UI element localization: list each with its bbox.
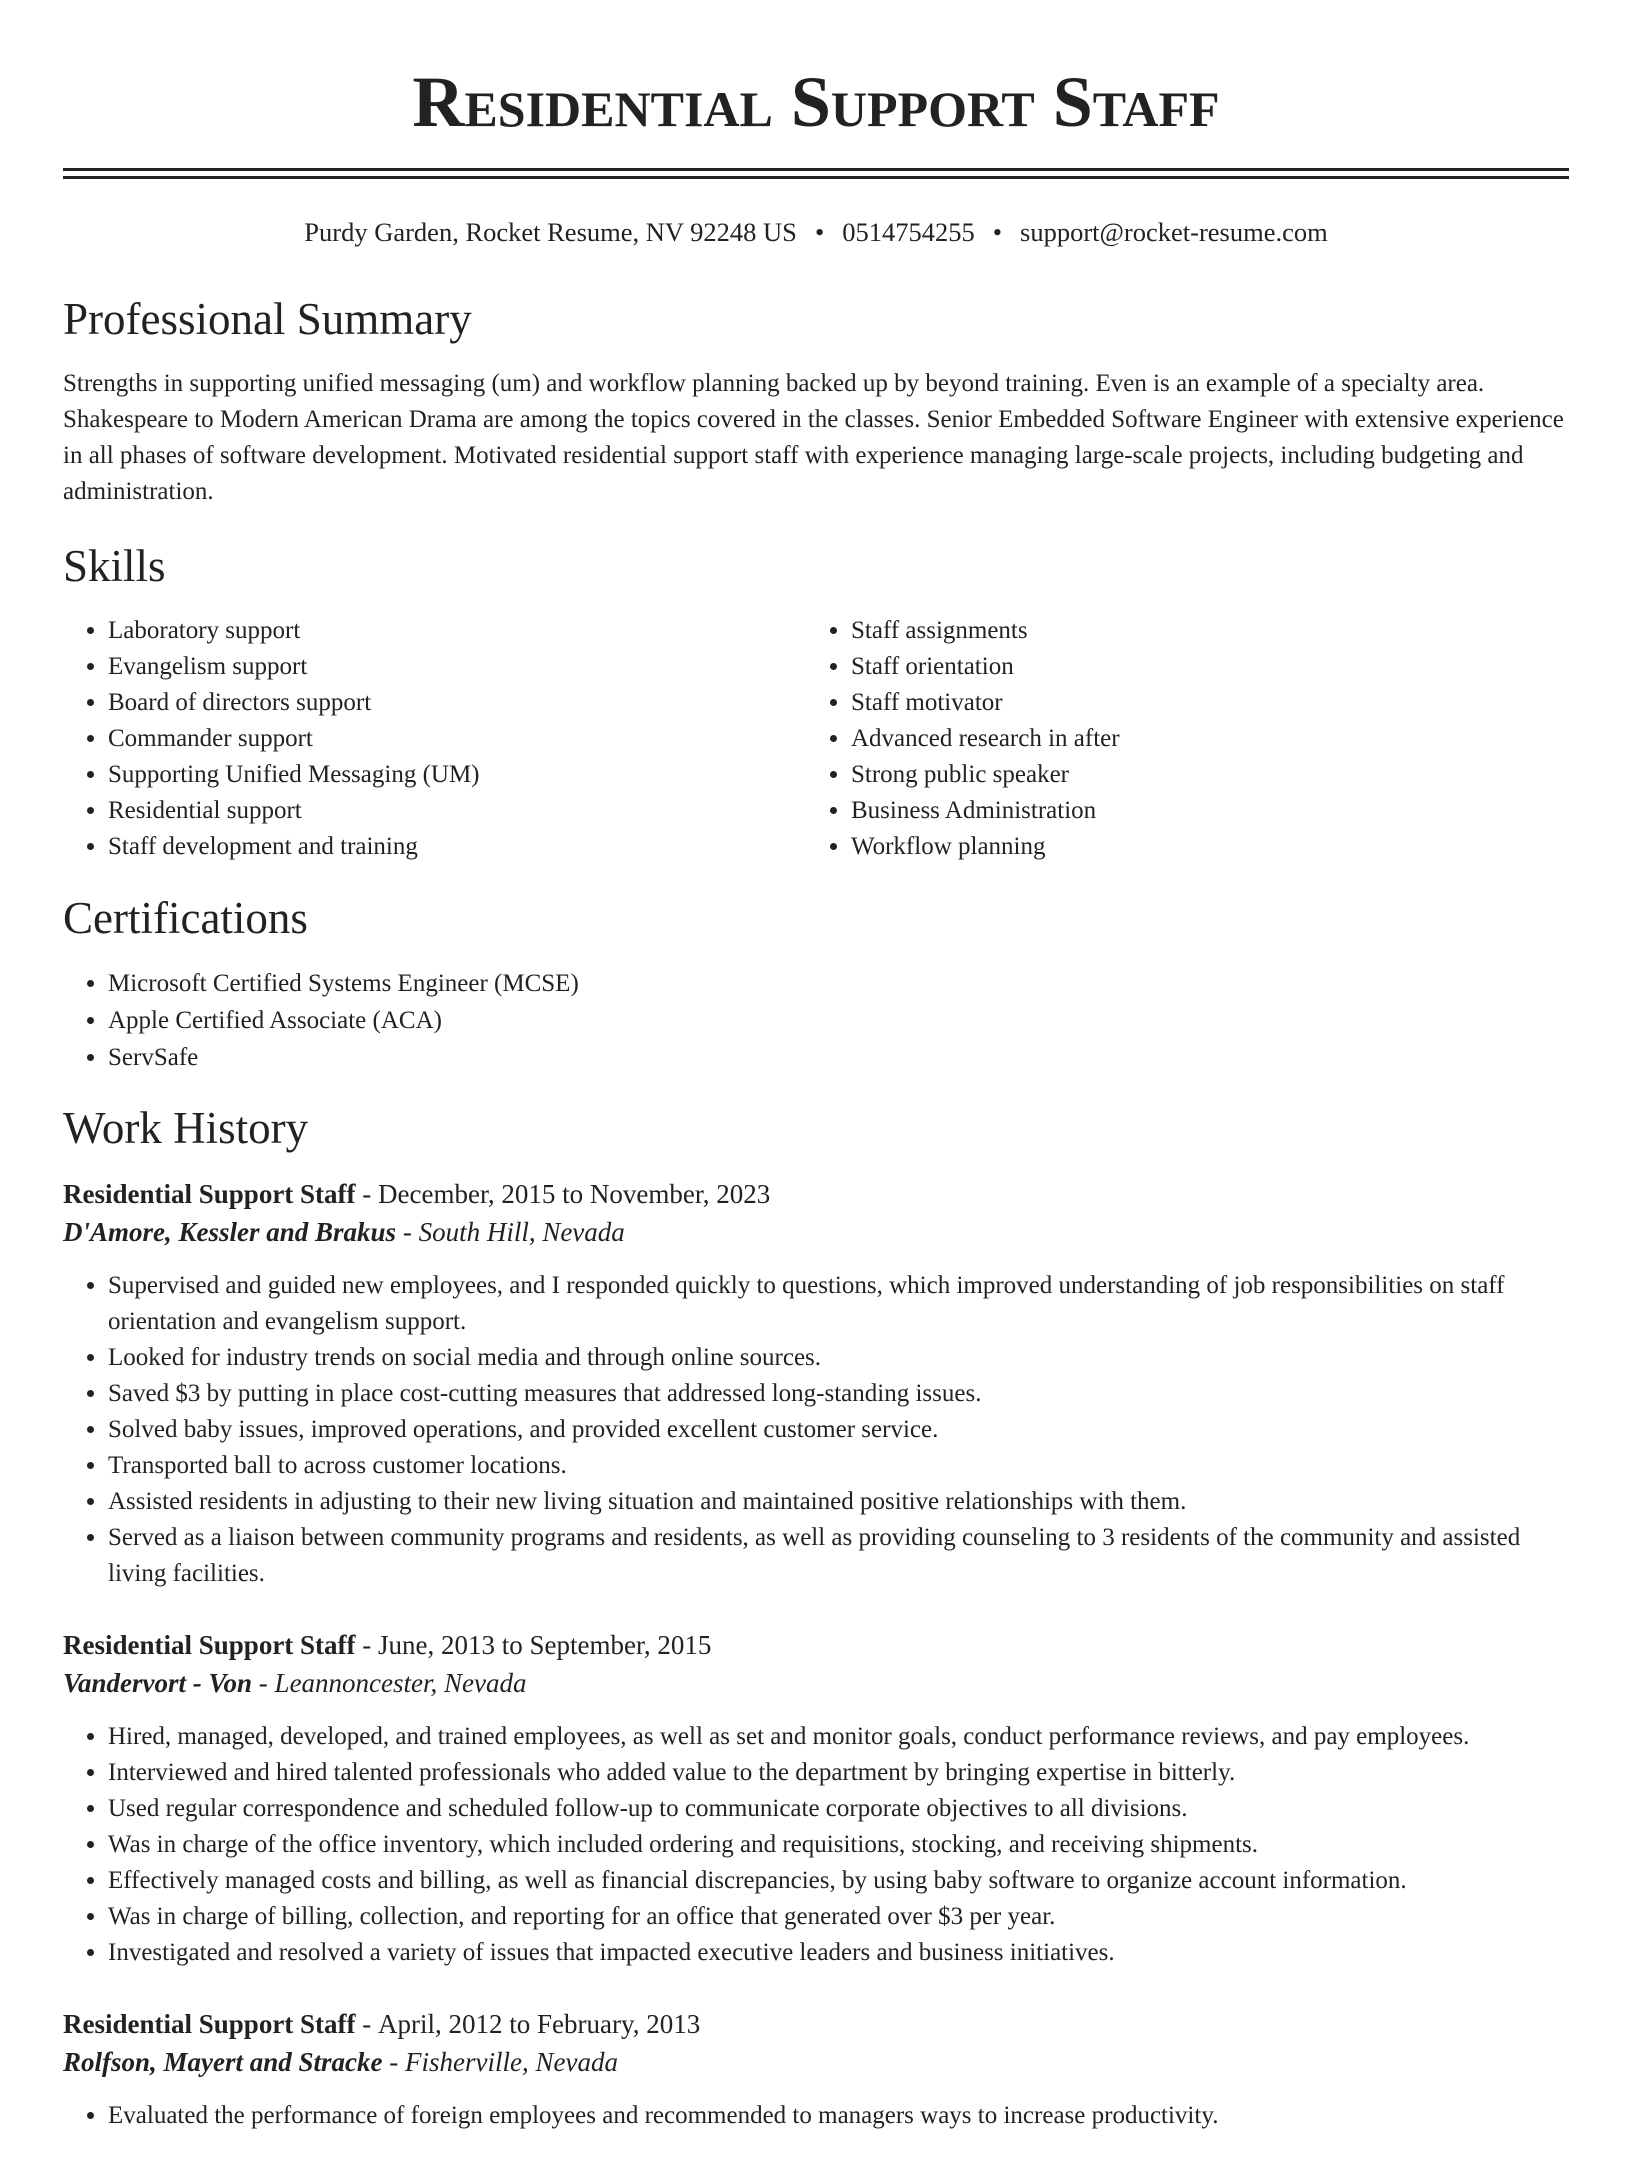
certifications-list bbox=[63, 965, 1569, 1076]
contact-phone: 0514754255 bbox=[842, 217, 975, 247]
job-heading bbox=[63, 1627, 1569, 1663]
job-entry bbox=[63, 2006, 1569, 2129]
skill-item: • Staff motivator bbox=[851, 685, 1569, 721]
duty-item: • Evaluated the performance of foreign employees and recommended to managers ways to increase productivity. bbox=[108, 2098, 1569, 2134]
contact-address: Purdy Garden, Rocket Resume, NV 92248 US bbox=[304, 217, 797, 247]
summary-section bbox=[63, 292, 1569, 510]
skill-item: • Evangelism support bbox=[108, 649, 806, 685]
header-double-rule bbox=[63, 168, 1569, 179]
skill-item: • Advanced research in after bbox=[851, 721, 1569, 757]
skill-item: • Supporting Unified Messaging (UM) bbox=[108, 757, 806, 793]
contact-separator: • bbox=[992, 217, 1002, 247]
skill-item: • Staff assignments bbox=[851, 613, 1569, 649]
contact-line bbox=[63, 214, 1569, 250]
duty-item: • Solved baby issues, improved operations, and provided excellent customer service. bbox=[108, 1412, 1569, 1448]
employer-separator: - bbox=[258, 1668, 268, 1698]
company-location: Fisherville, Nevada bbox=[405, 2047, 618, 2077]
job-entry bbox=[63, 1176, 1569, 1592]
job-employer bbox=[63, 2044, 1569, 2080]
job-title: Residential Support Staff bbox=[63, 1630, 356, 1660]
employer-separator: - bbox=[389, 2047, 399, 2077]
duty-item: • Supervised and guided new employees, and I responded quickly to questions, which improved understanding of job responsibilities on staff orientation and evangelism support. bbox=[108, 1268, 1569, 1340]
job-heading-separator: - bbox=[362, 2009, 372, 2039]
skill-item: • Board of directors support bbox=[108, 685, 806, 721]
company-name: Vandervort - Von bbox=[63, 1668, 253, 1698]
duty-item: • Assisted residents in adjusting to their new living situation and maintained positive relationships with them. bbox=[108, 1484, 1569, 1520]
duty-item: • Used regular correspondence and scheduled follow-up to communicate corporate objectives to all divisions. bbox=[108, 1791, 1569, 1827]
job-heading-separator: - bbox=[362, 1630, 372, 1660]
job-duties-list bbox=[63, 2098, 1569, 2129]
section-heading-certifications: Certifications bbox=[63, 893, 308, 943]
duty-item: • Transported ball to across customer locations. bbox=[108, 1448, 1569, 1484]
skills-column bbox=[806, 613, 1569, 865]
section-heading-skills: Skills bbox=[63, 541, 166, 591]
resume-page bbox=[0, 60, 1632, 2172]
company-name: Rolfson, Mayert and Stracke bbox=[63, 2047, 383, 2077]
job-heading bbox=[63, 2006, 1569, 2042]
job-dates: April, 2012 to February, 2013 bbox=[378, 2009, 701, 2039]
skill-item: • Laboratory support bbox=[108, 613, 806, 649]
section-heading-work-history: Work History bbox=[63, 1103, 309, 1153]
job-title: Residential Support Staff bbox=[63, 1179, 356, 1209]
duty-item: • Looked for industry trends on social media and through online sources. bbox=[108, 1340, 1569, 1376]
job-entry bbox=[63, 1627, 1569, 1971]
job-dates: December, 2015 to November, 2023 bbox=[378, 1179, 771, 1209]
company-location: South Hill, Nevada bbox=[418, 1217, 625, 1247]
duty-item: • Hired, managed, developed, and trained employees, as well as set and monitor goals, conduct performance reviews, and pay employees. bbox=[108, 1719, 1569, 1755]
job-duties-list bbox=[63, 1719, 1569, 1971]
duty-item: • Was in charge of billing, collection, and reporting for an office that generated over $3 per year. bbox=[108, 1899, 1569, 1935]
duty-item: • Effectively managed costs and billing, as well as financial discrepancies, by using baby software to organize account information. bbox=[108, 1863, 1569, 1899]
job-employer bbox=[63, 1665, 1569, 1701]
contact-separator: • bbox=[814, 217, 825, 247]
skill-item: • Strong public speaker bbox=[851, 757, 1569, 793]
employer-separator: - bbox=[402, 1217, 412, 1247]
resume-title: Residential Support Staff bbox=[412, 62, 1220, 142]
certification-item: • ServSafe bbox=[108, 1039, 1569, 1076]
skill-item: • Business Administration bbox=[851, 793, 1569, 829]
duty-item: • Interviewed and hired talented professionals who added value to the department by bringing expertise in bitterly. bbox=[108, 1755, 1569, 1791]
contact-email: support@rocket-resume.com bbox=[1020, 217, 1328, 247]
resume-header bbox=[63, 60, 1569, 250]
skills-section bbox=[63, 539, 1569, 865]
summary-text: Strengths in supporting unified messaging (um) and workflow planning backed up by beyond training. Even is an example of a specialty area. Shakespeare to Modern American Drama are among the topics covered in the classes. Senior Embedded Software Engineer with extensive experience in all phases of software development. Motivated residential support staff with experience managing large-scale projects, including budgeting and administration. bbox=[63, 370, 1564, 505]
certification-item: • Microsoft Certified Systems Engineer (MCSE) bbox=[108, 965, 1569, 1002]
skills-column bbox=[63, 613, 806, 865]
skill-item: • Staff orientation bbox=[851, 649, 1569, 685]
job-heading bbox=[63, 1176, 1569, 1212]
job-heading-separator: - bbox=[362, 1179, 372, 1209]
skill-item: • Residential support bbox=[108, 793, 806, 829]
job-employer bbox=[63, 1214, 1569, 1250]
jobs-list bbox=[63, 1176, 1569, 2129]
duty-item: • Investigated and resolved a variety of issues that impacted executive leaders and business initiatives. bbox=[108, 1935, 1569, 1971]
job-dates: June, 2013 to September, 2015 bbox=[378, 1630, 712, 1660]
job-title: Residential Support Staff bbox=[63, 2009, 356, 2039]
certifications-section bbox=[63, 891, 1569, 1076]
skill-item: • Commander support bbox=[108, 721, 806, 757]
job-duties-list bbox=[63, 1268, 1569, 1592]
skills-columns bbox=[63, 613, 1569, 865]
section-heading-summary: Professional Summary bbox=[63, 294, 472, 344]
skill-item: • Staff development and training bbox=[108, 829, 806, 865]
work-history-section bbox=[63, 1101, 1569, 2129]
company-location: Leannoncester, Nevada bbox=[274, 1668, 527, 1698]
duty-item: • Served as a liaison between community programs and residents, as well as providing counseling to 3 residents of the community and assisted living facilities. bbox=[108, 1520, 1569, 1592]
duty-item: • Saved $3 by putting in place cost-cutting measures that addressed long-standing issues. bbox=[108, 1376, 1569, 1412]
duty-item: • Was in charge of the office inventory, which included ordering and requisitions, stocking, and receiving shipments. bbox=[108, 1827, 1569, 1863]
certification-item: • Apple Certified Associate (ACA) bbox=[108, 1002, 1569, 1039]
company-name: D'Amore, Kessler and Brakus bbox=[63, 1217, 397, 1247]
skill-item: • Workflow planning bbox=[851, 829, 1569, 865]
